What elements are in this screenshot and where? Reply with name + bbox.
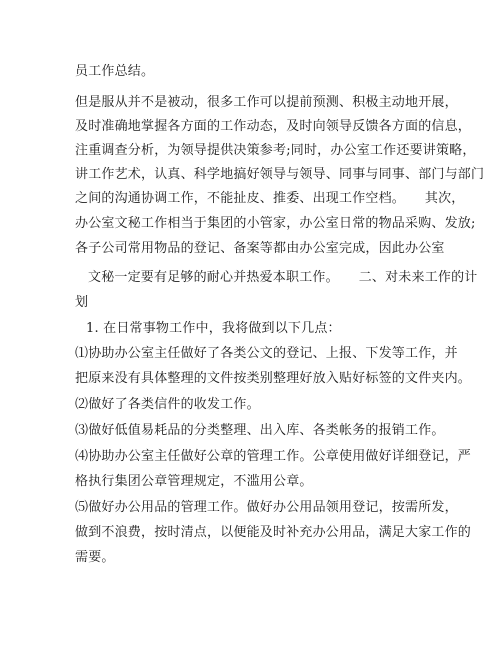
text-line-4: 注重调查分析，为领导提供决策参考;同时，办公室工作还要讲策略，: [75, 143, 476, 158]
list-item-4-line-2: 格执行集团公章管理规定，不滥用公章。: [75, 474, 313, 489]
text-line-3: 及时准确地掌握各方面的工作动态，及时向领导反馈各方面的信息，: [75, 119, 472, 134]
text-line-5: 讲工作艺术，认真、科学地搞好领导与领导、同事与同事、部门与部门: [75, 167, 485, 182]
list-item-1-line-2: 把原来没有具体整理的文件按类别整理好放入贴好标签的文件夹内。: [75, 371, 472, 386]
list-item-3: ⑶做好低值易耗品的分类整理、出入库、各类帐务的报销工作。: [75, 423, 445, 438]
list-item-2: ⑵做好了各类信件的收发工作。: [75, 397, 260, 412]
list-item-5-line-2: 做到不浪费，按时清点，以便能及时补充办公用品，满足大家工作的: [75, 525, 472, 540]
list-item-4-line-1: ⑷协助办公室主任做好公章的管理工作。公章使用做好详细登记，严: [75, 449, 472, 464]
list-item-5-line-1: ⑸做好办公用品的管理工作。做好办公用品领用登记，按需所发，: [75, 500, 458, 515]
text-line-1: 员工作总结。: [75, 64, 155, 79]
text-line-7: 办公室文秘工作相当于集团的小管家，办公室日常的物品采购、发放;: [75, 216, 476, 231]
list-item-1-line-1: ⑴协助办公室主任做好了各类公文的登记、上报、下发等工作，并: [75, 346, 458, 361]
text-line-8: 各子公司常用物品的登记、备案等都由办公室完成，因此办公室: [75, 241, 445, 256]
text-line-6: 之间的沟通协调工作，不能扯皮、推委、出现工作空档。 其次，: [75, 191, 465, 206]
list-item-5-line-3: 需要。: [75, 550, 115, 565]
text-line-2: 但是服从并不是被动，很多工作可以提前预测、积极主动地开展，: [75, 95, 458, 110]
text-line-10: 划: [75, 295, 89, 310]
list-heading: 1. 在日常事物工作中，我将做到以下几点：: [86, 321, 341, 336]
text-line-9: 文秘一定要有足够的耐心并热爱本职工作。 二、对未来工作的计: [88, 270, 478, 285]
